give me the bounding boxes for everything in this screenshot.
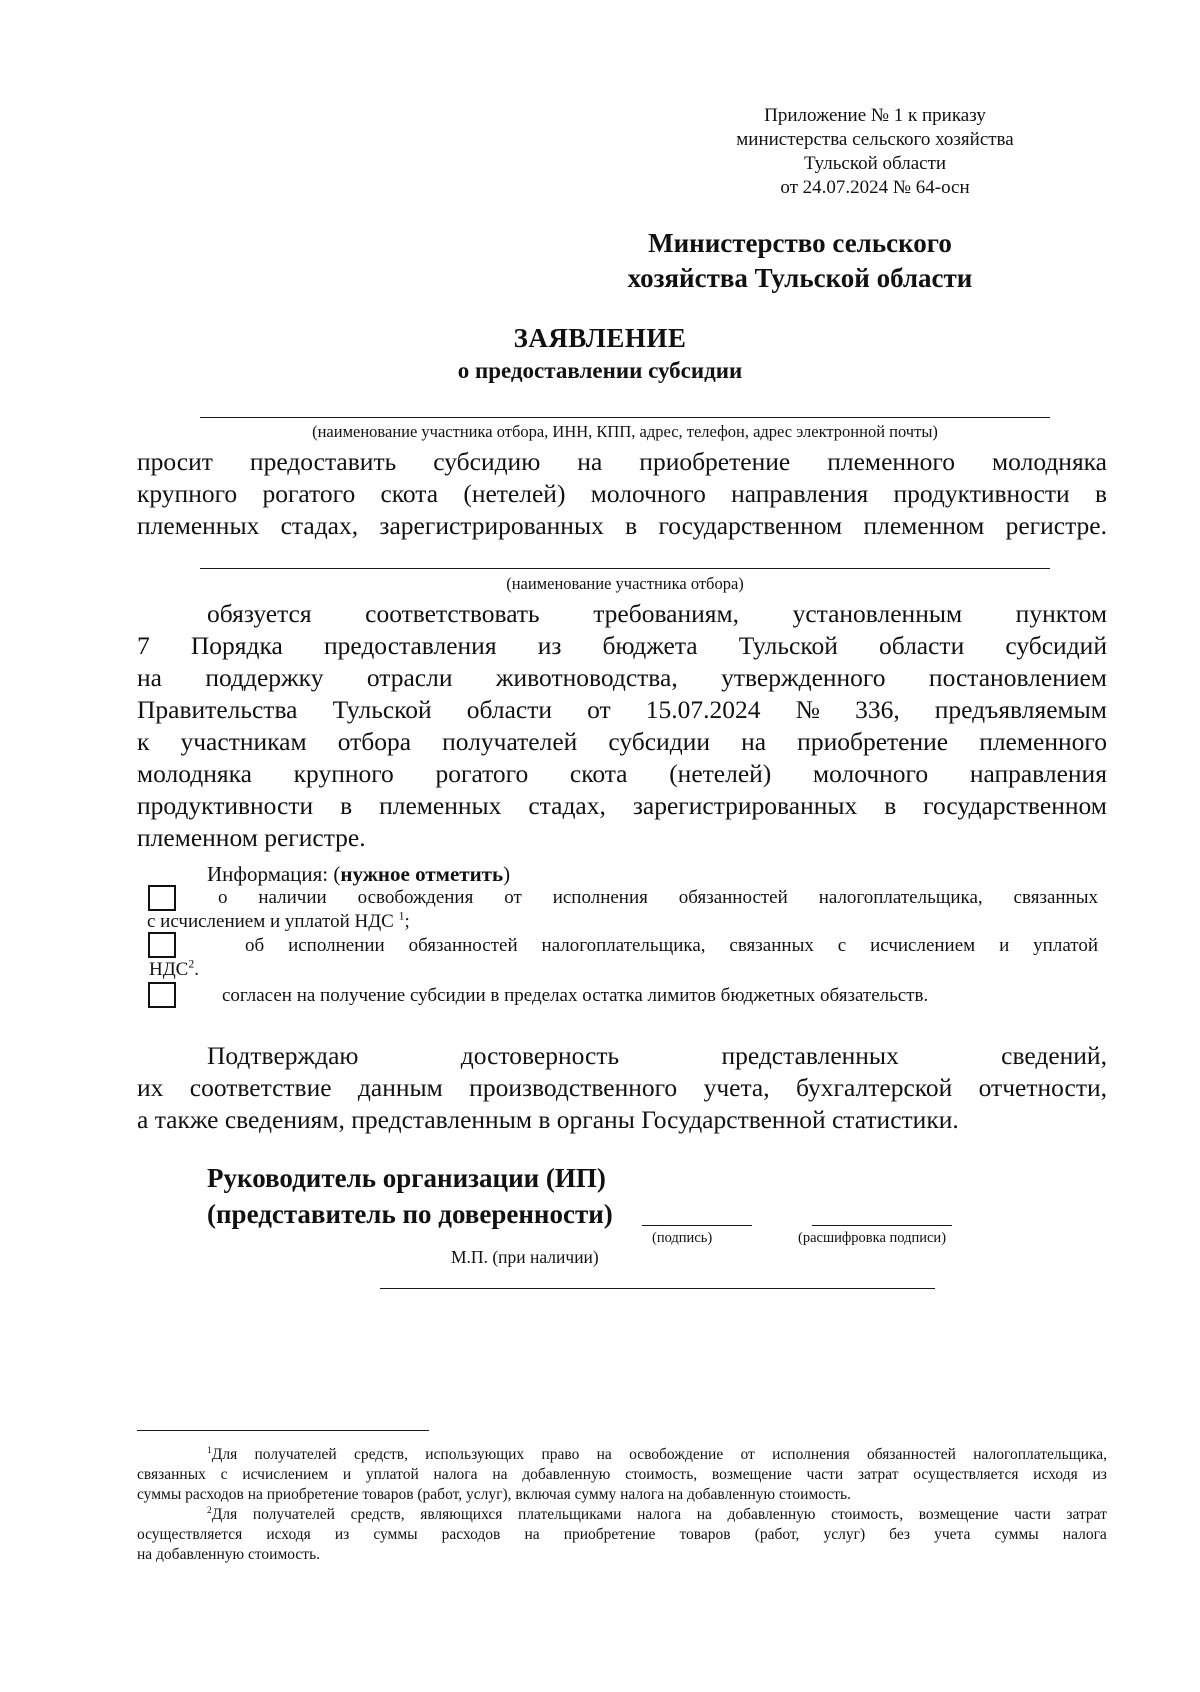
- document-subtitle: о предоставлении субсидии: [457, 358, 743, 383]
- option-2-checkbox[interactable]: [148, 932, 176, 958]
- option-1-checkbox[interactable]: [148, 885, 176, 911]
- appendix-line-3: Тульской области: [803, 153, 947, 174]
- appendix-line-4: от 24.07.2024 № 64-осн: [780, 177, 970, 198]
- option-2-line-2: НДС$^2$.: [149, 957, 199, 980]
- obligation-line-5: к участникам отбора получателей субсидии на приобретение племенного: [137, 727, 1107, 756]
- signature-decode-field-line[interactable]: [812, 1225, 952, 1226]
- addressee: [610, 226, 990, 296]
- request-line-1: просит предоставить субсидию на приобретение племенного молодняка: [137, 447, 1107, 476]
- request-line-3: племенных стадах, зарегистрированных в государственном племенном регистре.: [137, 511, 1107, 540]
- obligation-line-4: Правительства Тульской области от 15.07.2024 № 336, предъявляемым: [137, 695, 1107, 724]
- footnote-2: [137, 1505, 1107, 1565]
- confirmation-line-1: Подтверждаю достоверность представленных сведений,: [207, 1041, 1107, 1070]
- footnote-2-line-2: осуществляется исходя из суммы расходов на приобретение товаров (работ, услуг) без учета суммы налога: [137, 1526, 1107, 1543]
- stamp-note: М.П. (при наличии): [451, 1247, 599, 1267]
- info-heading: Информация: (нужное отметить): [207, 862, 511, 886]
- obligation-line-1: обязуется соответствовать требованиям, установленным пунктом: [207, 599, 1107, 628]
- appendix-line-1: Приложение № 1 к приказу: [764, 105, 986, 126]
- obligation-line-6: молодняка крупного рогатого скота (нетелей) молочного направления: [137, 759, 1107, 788]
- option-3-checkbox[interactable]: [148, 982, 176, 1008]
- participant-field-caption: (наименование участника отбора): [506, 574, 744, 593]
- document-title: ЗАЯВЛЕНИЕ: [513, 323, 687, 353]
- obligation-line-8: племенном регистре.: [137, 823, 366, 852]
- info-heading-bold: нужное отметить: [340, 862, 504, 886]
- obligation-line-2: 7 Порядка предоставления из бюджета Тульской области субсидий: [137, 631, 1107, 660]
- confirmation-paragraph: [137, 1040, 1107, 1136]
- obligation-line-3: на поддержку отрасли животноводства, утвержденного постановлением: [137, 663, 1107, 692]
- confirmation-line-2: их соответствие данным производственного учета, бухгалтерской отчетности,: [137, 1073, 1107, 1102]
- signature-bottom-line: [380, 1288, 935, 1289]
- appendix-reference: [695, 104, 1055, 200]
- confirmation-line-3: а также сведениям, представленным в органы Государственной статистики.: [137, 1105, 959, 1134]
- applicant-field-line[interactable]: [200, 417, 1050, 418]
- footnote-1-line-2: связанных с исчислением и уплатой налога на добавленную стоимость, возмещение части затрат осуществляется исходя из: [137, 1466, 1107, 1483]
- footnote-1: [137, 1445, 1107, 1505]
- participant-field-line[interactable]: [200, 568, 1050, 569]
- signatory-title-line-1: Руководитель организации (ИП): [207, 1163, 606, 1193]
- appendix-line-2: министерства сельского хозяйства: [736, 129, 1014, 150]
- obligation-paragraph: [137, 598, 1107, 854]
- signatory-title-line-2: (представитель по доверенности): [207, 1199, 613, 1229]
- request-paragraph: [137, 446, 1107, 542]
- signature-caption: (подпись): [652, 1230, 713, 1246]
- option-1-line-1: о наличии освобождения от исполнения обязанностей налогоплательщика, связанных: [218, 887, 1098, 908]
- footnote-separator: [137, 1430, 429, 1431]
- option-2-line-1: об исполнении обязанностей налогоплательщика, связанных с исчислением и уплатой: [245, 935, 1098, 956]
- signature-decode-caption: (расшифровка подписи): [798, 1230, 947, 1246]
- option-1-line-2: с исчислением и уплатой НДС $^1$;: [147, 909, 410, 932]
- request-line-2: крупного рогатого скота (нетелей) молочного направления продуктивности в: [137, 479, 1107, 508]
- footnote-1-line-3: суммы расходов на приобретение товаров (работ, услуг), включая сумму налога на добавленную стоимость.: [137, 1486, 851, 1503]
- signature-field-line[interactable]: [642, 1225, 752, 1226]
- footnote-2-line-1: $^2$Для получателей средств, являющихся плательщиками налога на добавленную стоимость, возмещение части затрат: [207, 1504, 1107, 1523]
- option-3-text: согласен на получение субсидии в пределах остатка лимитов бюджетных обязательств.: [222, 985, 929, 1006]
- obligation-line-7: продуктивности в племенных стадах, зарегистрированных в государственном: [137, 791, 1107, 820]
- applicant-field-caption: (наименование участника отбора, ИНН, КПП, адрес, телефон, адрес электронной почты): [312, 422, 938, 441]
- footnote-2-line-3: на добавленную стоимость.: [137, 1546, 321, 1563]
- footnote-1-line-1: $^1$Для получателей средств, использующих право на освобождение от исполнения обязанностей налогоплательщика,: [207, 1444, 1107, 1463]
- addressee-line-1: Министерство сельского: [648, 228, 952, 258]
- addressee-line-2: хозяйства Тульской области: [627, 263, 973, 293]
